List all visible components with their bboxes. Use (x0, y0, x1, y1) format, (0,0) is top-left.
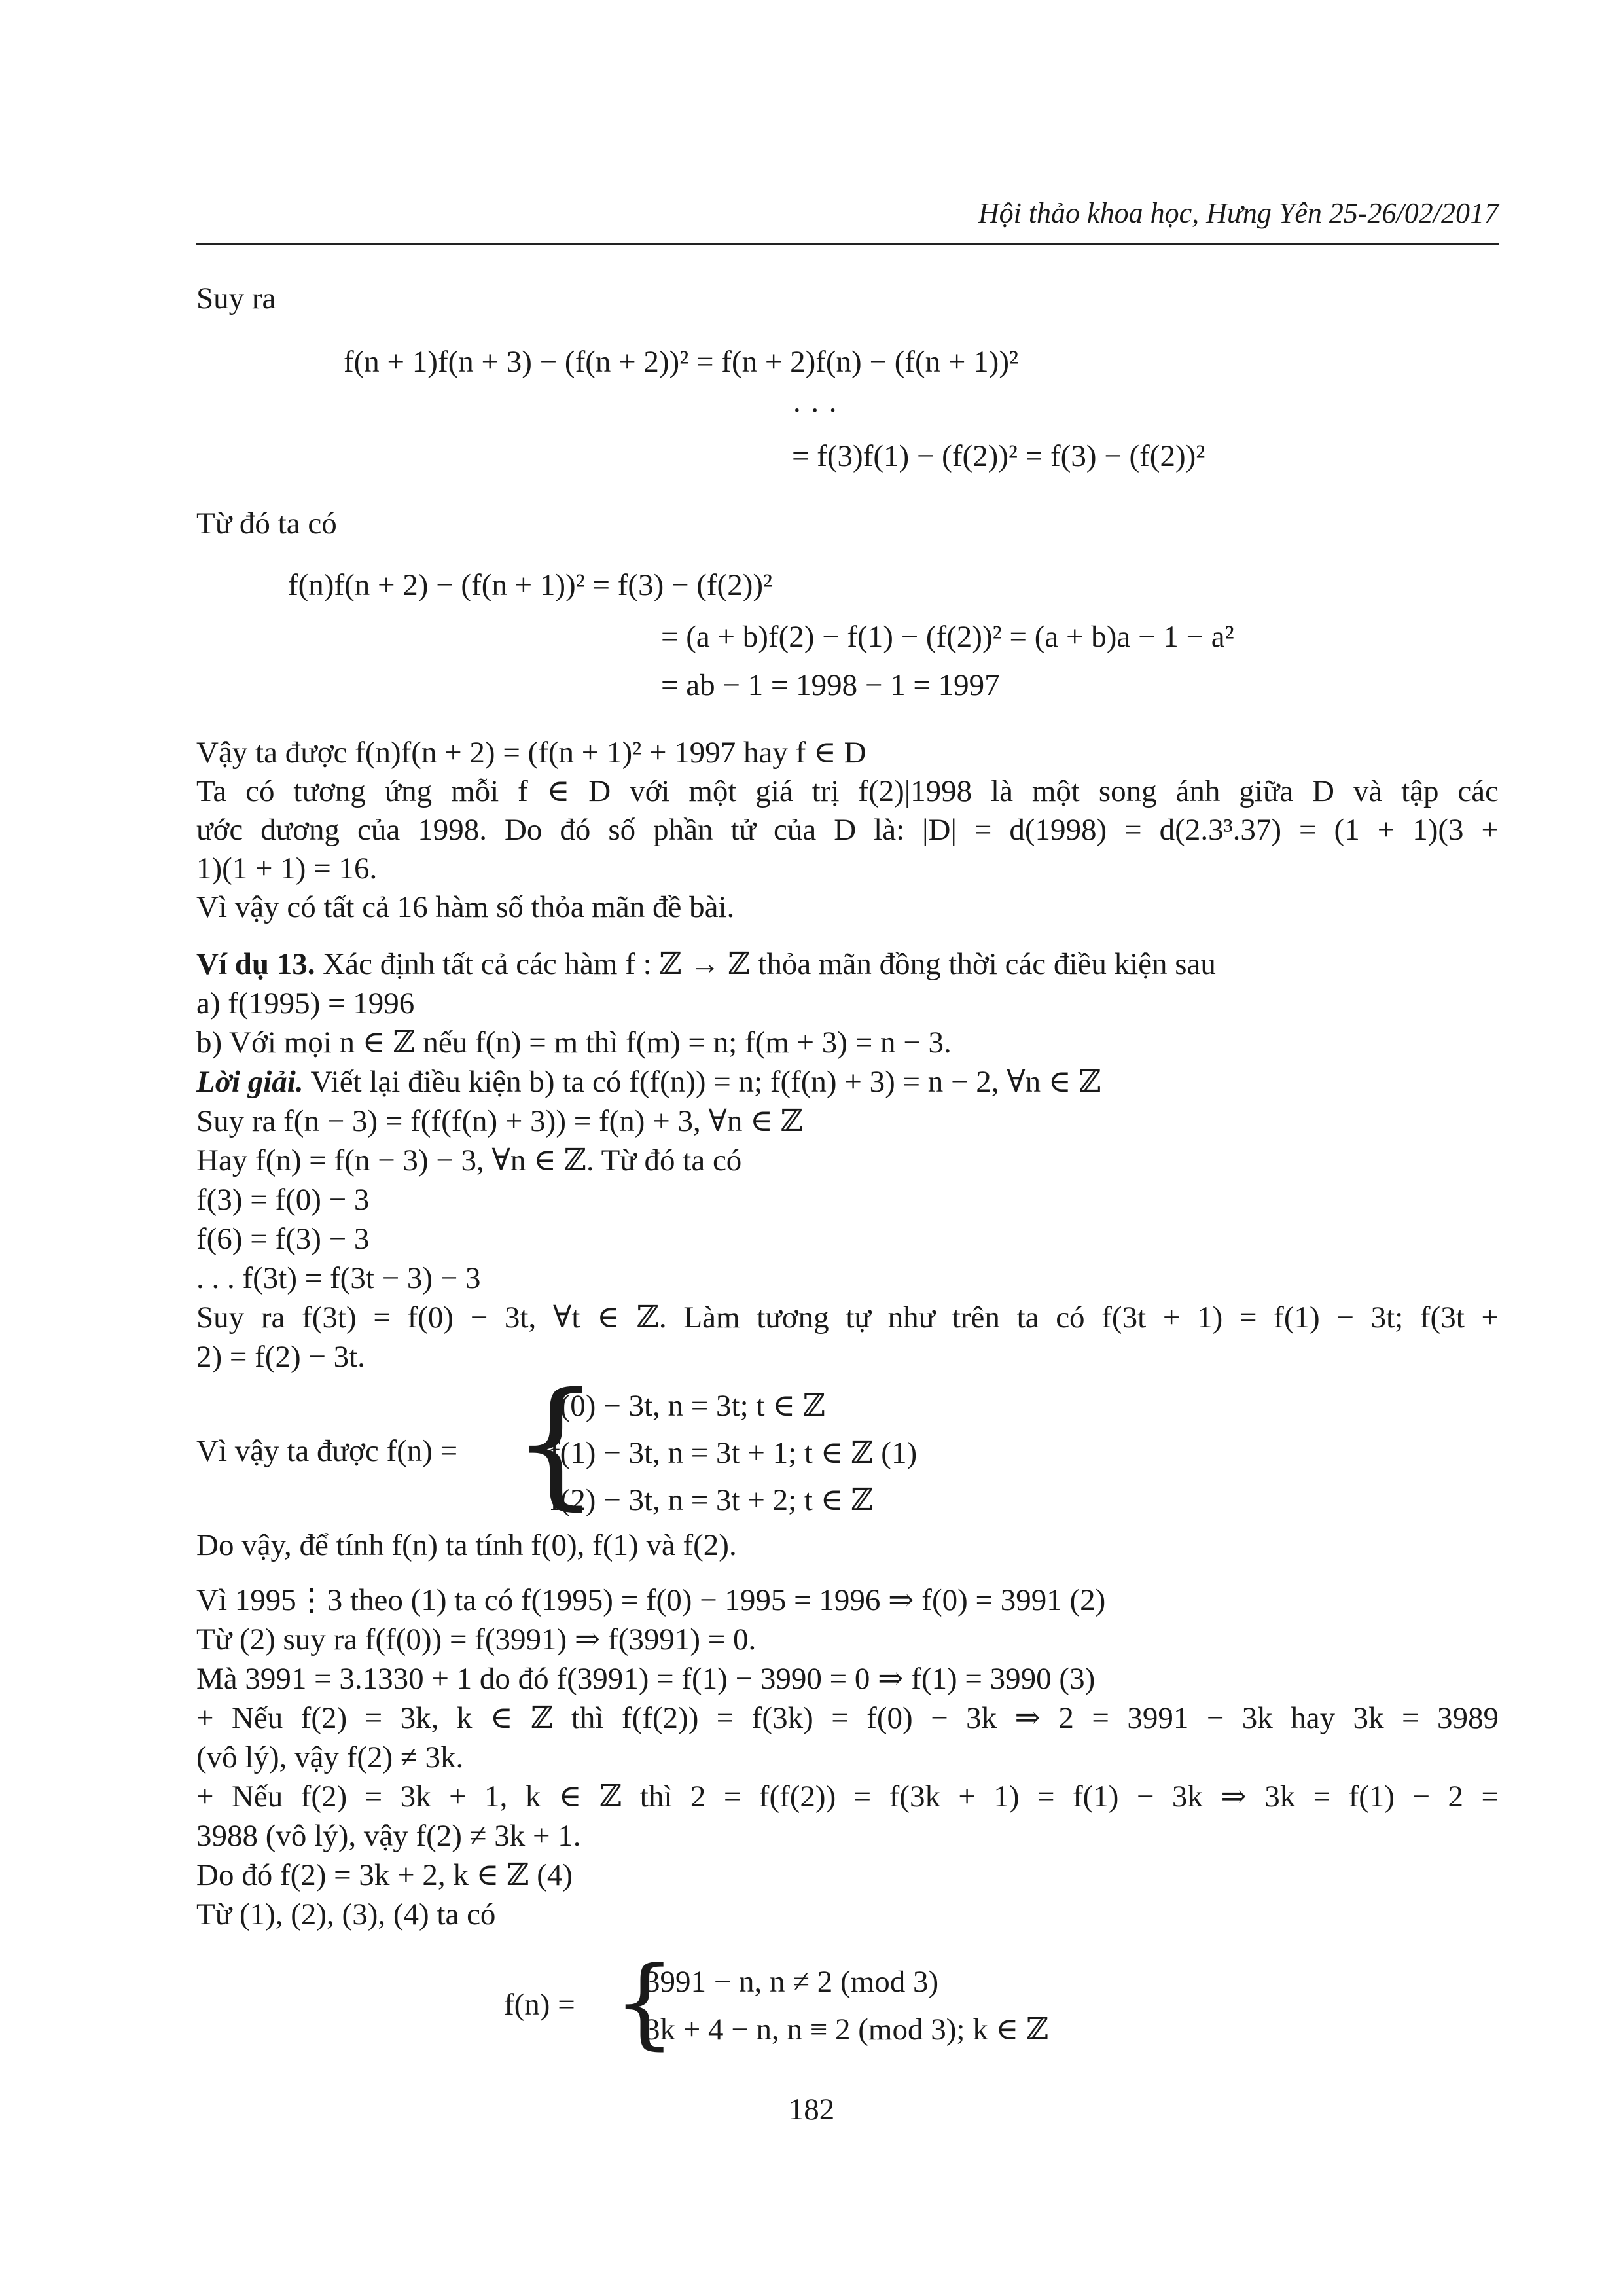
text-line: 3988 (vô lý), vậy f(2) ≠ 3k + 1. (196, 1819, 581, 1853)
example-statement: Xác định tất cả các hàm f : ℤ → ℤ thỏa mãn đồng thời các điều kiện sau (315, 947, 1216, 981)
text-line: Suy ra (196, 281, 276, 315)
solution-heading (196, 1067, 1101, 1098)
text-line: f(6) = f(3) − 3 (196, 1222, 370, 1256)
page-number: 182 (788, 2092, 835, 2126)
equation-line: f(n)f(n + 2) − (f(n + 1))² = f(3) − (f(2))² (288, 568, 773, 602)
text-line: ước dương của 1998. Do đó số phần tử của D là: |D| = d(1998) = d(2.3³.37) = (1 + 1)(3 + (196, 813, 1499, 847)
text-line: . . . f(3t) = f(3t − 3) − 3 (196, 1261, 481, 1295)
header-rule (196, 243, 1499, 245)
text-line: (vô lý), vậy f(2) ≠ 3k. (196, 1740, 464, 1774)
text-line: Vì 1995⋮3 theo (1) ta có f(1995) = f(0) − 1995 = 1996 ⇒ f(0) = 3991 (2) (196, 1583, 1106, 1617)
equation-line: = (a + b)f(2) − f(1) − (f(2))² = (a + b)a − 1 − a² (661, 620, 1234, 654)
equation-line: = ab − 1 = 1998 − 1 = 1997 (661, 668, 1000, 702)
text-line: Từ (2) suy ra f(f(0)) = f(3991) ⇒ f(3991) = 0. (196, 1623, 757, 1657)
text-line: + Nếu f(2) = 3k + 1, k ∈ ℤ thì 2 = f(f(2)) = f(3k + 1) = f(1) − 3k ⇒ 3k = f(1) − 2 = (196, 1780, 1499, 1814)
text-line: Suy ra f(n − 3) = f(f(f(n) + 3)) = f(n) + 3, ∀n ∈ ℤ (196, 1104, 803, 1138)
piecewise-case: f(0) − 3t, n = 3t; t ∈ ℤ (550, 1389, 826, 1423)
text-line: + Nếu f(2) = 3k, k ∈ ℤ thì f(f(2)) = f(3k) = f(0) − 3k ⇒ 2 = 3991 − 3k hay 3k = 3989 (196, 1701, 1499, 1735)
text-line: 1)(1 + 1) = 16. (196, 852, 378, 886)
text-line: Ta có tương ứng mỗi f ∈ D với một giá trị f(2)|1998 là một song ánh giữa D và tập các (196, 774, 1499, 808)
text-line: Hay f(n) = f(n − 3) − 3, ∀n ∈ ℤ. Từ đó ta có (196, 1143, 742, 1177)
equation-ellipsis: · · · (792, 393, 838, 427)
text-line: Do vậy, để tính f(n) ta tính f(0), f(1) và f(2). (196, 1528, 737, 1562)
piecewise-case: f(1) − 3t, n = 3t + 1; t ∈ ℤ (1) (550, 1436, 918, 1470)
piecewise-case: f(2) − 3t, n = 3t + 2; t ∈ ℤ (550, 1483, 874, 1517)
left-brace-icon: { (613, 1946, 676, 2060)
text-line: a) f(1995) = 1996 (196, 986, 415, 1020)
piecewise-case: 3k + 4 − n, n ≡ 2 (mod 3); k ∈ ℤ (645, 2013, 1049, 2047)
text-line: Vậy ta được f(n)f(n + 2) = (f(n + 1)² + 1997 hay f ∈ D (196, 736, 866, 770)
text-line: Vì vậy có tất cả 16 hàm số thỏa mãn đề bài. (196, 890, 735, 924)
text-line: b) Với mọi n ∈ ℤ nếu f(n) = m thì f(m) = n; f(m + 3) = n − 3. (196, 1026, 952, 1060)
text-line: Do đó f(2) = 3k + 2, k ∈ ℤ (4) (196, 1858, 573, 1892)
example-label: Ví dụ 13. (196, 947, 315, 981)
text-line: Từ đó ta có (196, 507, 337, 541)
running-header: Hội thảo khoa học, Hưng Yên 25-26/02/2017 (978, 197, 1499, 229)
text-line: Từ (1), (2), (3), (4) ta có (196, 1897, 496, 1931)
piecewise-case: 3991 − n, n ≠ 2 (mod 3) (645, 1965, 939, 1999)
equation-line: = f(3)f(1) − (f(2))² = f(3) − (f(2))² (792, 439, 1205, 473)
solution-label: Lời giải. (196, 1065, 304, 1099)
piecewise-lhs: f(n) = (504, 1988, 575, 2022)
equation-line: f(n + 1)f(n + 3) − (f(n + 2))² = f(n + 2)f(n) − (f(n + 1))² (344, 345, 1019, 379)
text-line: Suy ra f(3t) = f(0) − 3t, ∀t ∈ ℤ. Làm tương tự như trên ta có f(3t + 1) = f(1) − 3t; f(3t + (196, 1300, 1499, 1335)
text-line: f(3) = f(0) − 3 (196, 1183, 370, 1217)
left-brace-icon: { (512, 1363, 599, 1523)
piecewise-lhs: Vì vậy ta được f(n) = (196, 1434, 458, 1468)
text-line: Mà 3991 = 3.1330 + 1 do đó f(3991) = f(1) − 3990 = 0 ⇒ f(1) = 3990 (3) (196, 1662, 1096, 1696)
text-line: 2) = f(2) − 3t. (196, 1340, 365, 1374)
solution-statement: Viết lại điều kiện b) ta có f(f(n)) = n; f(f(n) + 3) = n − 2, ∀n ∈ ℤ (303, 1065, 1101, 1099)
example-heading (196, 949, 1216, 980)
